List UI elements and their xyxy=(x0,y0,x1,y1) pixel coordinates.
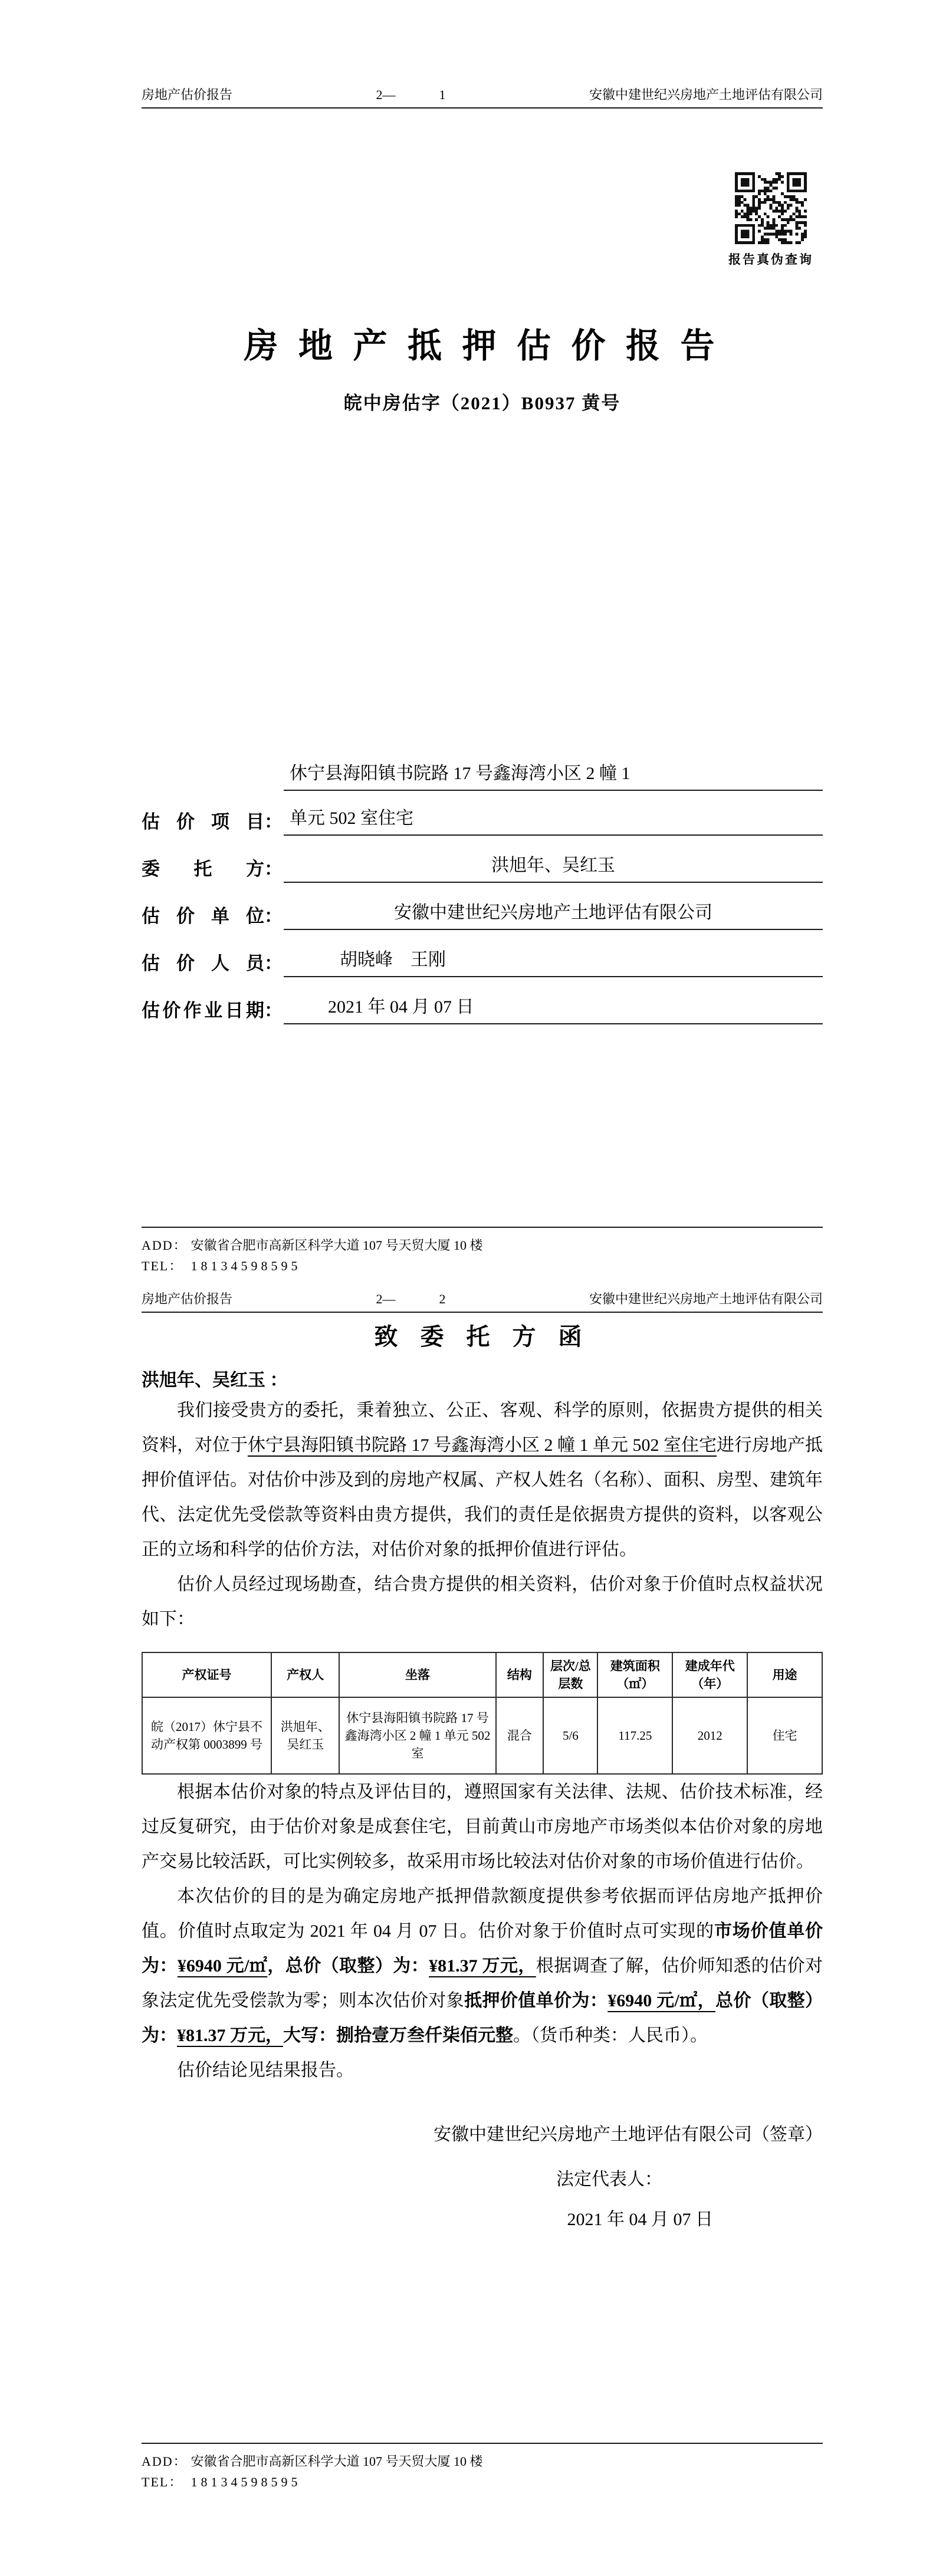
valuation-text-1: 本次估价的目的是为确定房地产抵押借款额度提供参考依据而评估房地产抵押价值。价值时点取定为 2021 年 04 月 07 日。估价对象于价值时点可实现的 xyxy=(142,1887,823,1941)
form-row-project xyxy=(142,760,823,836)
col-area: 建筑面积（㎡） xyxy=(597,1652,672,1697)
signature-company: 安徽中建世纪兴房地产土地评估有限公司（签章） xyxy=(433,2125,823,2144)
qr-code-image xyxy=(735,172,807,244)
intro-text-2: 进行房地产抵押价值评估。对估价中涉及到的房地产权属、产权人姓名（名称）、面积、房型、建筑年代、法定优先受偿款等资料由贵方提供，我们的责任是依据贵方提供的资料，以客观公正的立场和科学的估价方法，对估价对象的抵押价值进行评估。 xyxy=(142,1435,823,1559)
client-colon: ： xyxy=(264,859,283,879)
header-company-name: 安徽中建世纪兴房地产土地评估有限公司 xyxy=(589,1292,823,1306)
agency-colon: ： xyxy=(264,906,283,926)
footer-tel-value: 18134598595 xyxy=(191,2475,301,2489)
total-price-label-2: 总价（取整）为： xyxy=(142,1991,823,2045)
cell-structure: 混合 xyxy=(496,1697,544,1774)
intro-property-address: 休宁县海阳镇书院路 17 号鑫海湾小区 2 幢 1 单元 502 室住宅 xyxy=(248,1435,717,1455)
col-cert-no: 产权证号 xyxy=(142,1652,271,1697)
header-page-indicator xyxy=(376,1292,446,1307)
appraisers-value: 胡晓峰 王刚 xyxy=(284,947,823,977)
page-2 xyxy=(0,1288,936,2576)
paragraph-intro xyxy=(142,1393,823,1567)
total-price-label-1: ，总价（取整）为： xyxy=(267,1956,429,1976)
client-value: 洪旭年、吴红玉 xyxy=(284,852,823,883)
footer-address-line xyxy=(142,2451,823,2472)
cell-year: 2012 xyxy=(672,1697,747,1774)
mortgage-unit-price-label: 抵押价值单价为： xyxy=(464,1991,608,2010)
paragraph-conclusion: 估价结论见结果报告。 xyxy=(177,2061,354,2080)
col-year: 建成年代（年） xyxy=(672,1652,747,1697)
paragraph-valuation xyxy=(142,1879,823,2053)
footer-tel-label: TEL： xyxy=(142,2475,183,2489)
cell-area: 117.25 xyxy=(597,1697,672,1774)
header-page-number: 1 xyxy=(439,87,446,102)
salutation: 洪旭年、吴红玉 ： xyxy=(142,1371,288,1390)
capital-amount: 捌拾壹万叁仟柒佰元整 xyxy=(336,2026,513,2045)
date-value: 2021 年 04 月 07 日 xyxy=(284,994,823,1024)
signature-legal-rep: 法定代表人： xyxy=(556,2170,662,2189)
col-owner: 产权人 xyxy=(271,1652,339,1697)
project-value-line1: 休宁县海阳镇书院路 17 号鑫海湾小区 2 幢 1 xyxy=(284,760,823,791)
agency-label: 估价单位 xyxy=(142,906,264,926)
project-colon: ： xyxy=(264,811,283,832)
cell-floor: 5/6 xyxy=(543,1697,597,1774)
footer-tel-line xyxy=(142,1256,823,1276)
header-page-total: 2— xyxy=(376,87,396,102)
col-location: 坐落 xyxy=(339,1652,495,1697)
report-number: 皖中房估字（2021）B0937 黄号 xyxy=(343,393,621,413)
form-row-date xyxy=(142,994,823,1024)
table-data-row xyxy=(142,1697,822,1774)
agency-value-wrap xyxy=(284,899,823,930)
valuation-text-2: 根据调查了解，估价师知悉的估价对象法定优先受偿款为零；则本次估价对象 xyxy=(142,1956,823,2010)
header-company-name: 安徽中建世纪兴房地产土地评估有限公司 xyxy=(589,87,823,102)
project-label: 估价项目 xyxy=(142,811,264,832)
paragraph-method: 根据本估价对象的特点及评估目的，遵照国家有关法律、法规、估价技术标准，经过反复研究，由于估价对象是成套住宅，目前黄山市房地产市场类似本估价对象的房地产交易比较活跃，可比实例较多，故采用市场比较法对估价对象的市场价值进行估价。 xyxy=(142,1782,823,1871)
letter-title: 致 委 托 方 函 xyxy=(374,1323,590,1350)
property-table xyxy=(142,1652,823,1775)
footer-address-label: ADD： xyxy=(142,2454,188,2469)
paragraph-survey: 估价人员经过现场勘查，结合贵方提供的相关资料，估价对象于价值时点权益状况如下： xyxy=(142,1575,823,1629)
col-usage: 用途 xyxy=(747,1652,822,1697)
page1-header xyxy=(142,87,823,109)
header-doc-title: 房地产估价报告 xyxy=(142,87,233,102)
client-value-wrap xyxy=(284,852,823,883)
date-label: 估价作业日期 xyxy=(142,1000,264,1021)
appraisers-value-wrap xyxy=(284,947,823,977)
page2-footer xyxy=(142,2443,823,2492)
date-colon: ： xyxy=(264,1000,283,1021)
form-row-appraisers xyxy=(142,947,823,977)
appraisal-form xyxy=(142,760,823,1024)
cell-location: 休宁县海阳镇书院路 17 号鑫海湾小区 2 幢 1 单元 502 室 xyxy=(339,1697,495,1774)
project-value-line2: 单元 502 室住宅 xyxy=(284,805,823,836)
intro-text-1: 我们接受贵方的委托，秉着独立、公正、客观、科学的原则，依据贵方提供的相关资料，对位于 xyxy=(142,1401,823,1455)
footer-tel-line xyxy=(142,2472,823,2492)
appraisers-label: 估价人员 xyxy=(142,953,264,974)
footer-tel-label: TEL： xyxy=(142,1259,183,1273)
form-row-agency xyxy=(142,899,823,930)
valuation-text-3: 。（货币种类：人民币）。 xyxy=(513,2026,708,2045)
footer-address-label: ADD： xyxy=(142,1238,188,1253)
mortgage-total-price: ¥81.37 万元， xyxy=(177,2026,283,2045)
client-label: 委托方 xyxy=(142,859,264,879)
market-value-term: 市场价值 xyxy=(714,1921,787,1941)
agency-value: 安徽中建世纪兴房地产土地评估有限公司 xyxy=(284,899,823,930)
col-floor: 层次/总层数 xyxy=(543,1652,597,1697)
header-doc-title: 房地产估价报告 xyxy=(142,1292,233,1306)
footer-tel-value: 18134598595 xyxy=(191,1259,301,1273)
report-title: 房 地 产 抵 押 估 价 报 告 xyxy=(244,327,721,365)
market-total-price: ¥81.37 万元， xyxy=(429,1956,536,1976)
table-header-row xyxy=(142,1652,822,1697)
header-page-total: 2— xyxy=(376,1292,396,1306)
cell-owner: 洪旭年、吴红玉 xyxy=(271,1697,339,1774)
header-page-number: 2 xyxy=(439,1292,446,1306)
cell-cert-no: 皖（2017）休宁县不动产权第 0003899 号 xyxy=(142,1697,271,1774)
unit-price-label: 单价为： xyxy=(142,1921,823,1976)
market-unit-price: ¥6940 元/㎡ xyxy=(177,1956,268,1976)
page1-footer xyxy=(142,1227,823,1276)
qr-code xyxy=(722,172,819,268)
signature-date: 2021 年 04 月 07 日 xyxy=(567,2210,713,2229)
header-page-indicator xyxy=(376,87,446,103)
col-structure: 结构 xyxy=(496,1652,544,1697)
footer-address-line xyxy=(142,1235,823,1256)
capital-label: 大写： xyxy=(283,2026,336,2045)
qr-caption: 报告真伪查询 xyxy=(728,252,813,267)
date-value-wrap xyxy=(284,994,823,1024)
appraisers-colon: ： xyxy=(264,953,283,974)
page2-header xyxy=(142,1292,823,1313)
mortgage-unit-price: ¥6940 元/㎡， xyxy=(607,1991,716,2010)
footer-address-value: 安徽省合肥市高新区科学大道 107 号天贸大厦 10 楼 xyxy=(191,2454,483,2469)
form-row-client xyxy=(142,852,823,883)
project-value xyxy=(284,760,823,836)
cell-usage: 住宅 xyxy=(747,1697,822,1774)
footer-address-value: 安徽省合肥市高新区科学大道 107 号天贸大厦 10 楼 xyxy=(191,1238,483,1253)
